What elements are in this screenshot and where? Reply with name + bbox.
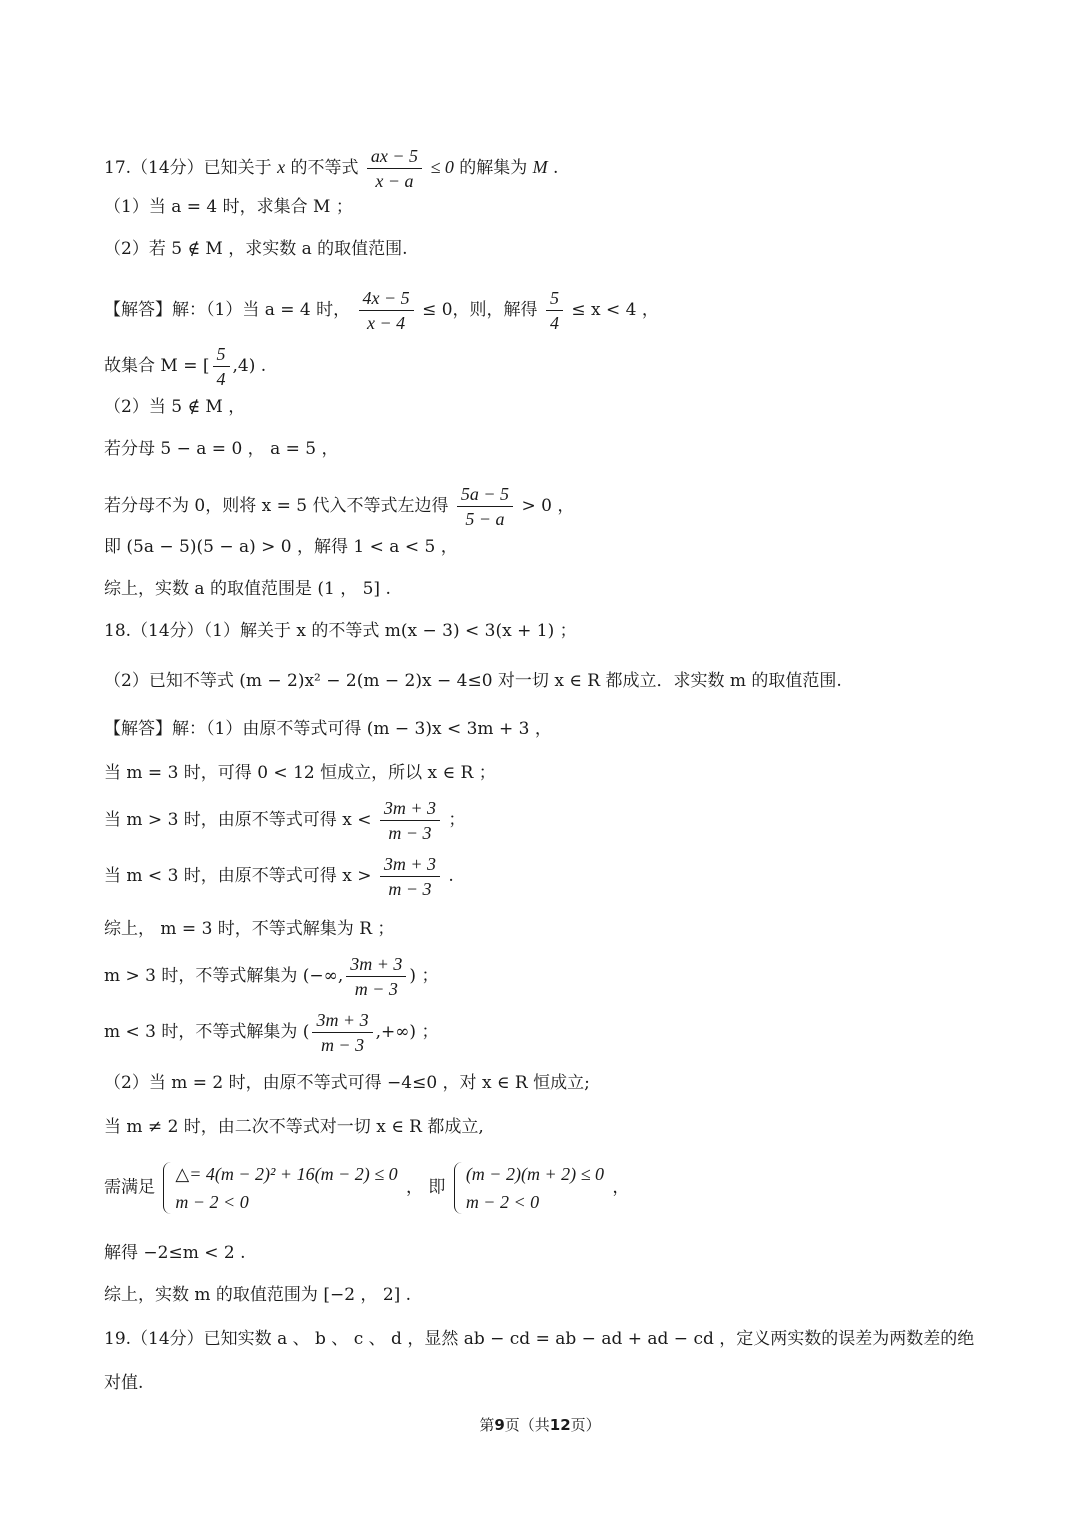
problem-17-answer-7: 综上，实数 a 的取值范围是 (1 ， 5] . [104, 579, 391, 599]
problem-18-q2: （2）已知不等式 (m − 2)x² − 2(m − 2)x − 4≤0 对一切 x ∈ R 都成立．求实数 m 的取值范围. [104, 671, 842, 691]
text: 需满足 [104, 1177, 155, 1198]
text: 当 m < 3 时，由原不等式可得 x > [104, 866, 372, 886]
problem-18-title: 18.（14分）（1）解关于 x 的不等式 m(x − 3) < 3(x + 1) ； [104, 621, 577, 641]
system-row: (m − 2)(m + 2) ≤ 0 [465, 1164, 604, 1184]
problem-18-answer-4 [104, 852, 454, 901]
fraction [359, 286, 414, 335]
text: 的不等式 [290, 158, 359, 178]
problem-18-answer-7 [104, 1008, 438, 1057]
numerator: 4x − 5 [359, 286, 414, 311]
left-brace [163, 1162, 172, 1214]
denominator: 5 − a [465, 509, 505, 529]
text: 的解集为 [459, 158, 528, 178]
fraction [346, 952, 406, 1001]
numerator: 3m + 3 [346, 952, 406, 977]
text: 故集合 M = [ [104, 356, 210, 376]
text: > 0 ， [521, 496, 575, 516]
denominator: x − a [375, 171, 414, 191]
system-row: m − 2 < 0 [465, 1192, 540, 1212]
equation-system [454, 1160, 604, 1216]
text: ) ； [409, 966, 439, 986]
text: m > 3 时，不等式解集为 (−∞, [104, 966, 344, 986]
denominator: x − 4 [367, 313, 406, 333]
problem-18-answer-6 [104, 952, 438, 1001]
denominator: m − 3 [354, 979, 398, 999]
denominator: m − 3 [388, 823, 432, 843]
footer-text: 页） [570, 1416, 601, 1434]
page-footer [0, 1414, 1080, 1435]
denominator: 4 [549, 313, 559, 333]
text: 17.（14分）已知关于 [104, 158, 272, 178]
fraction [380, 796, 440, 845]
problem-19-title-cont: 对值. [104, 1373, 144, 1393]
system-row: m − 2 < 0 [175, 1192, 249, 1212]
math-var: M [532, 157, 548, 177]
numerator: 5 [546, 286, 563, 311]
fraction [213, 342, 230, 391]
system-row: △= 4(m − 2)² + 16(m − 2) ≤ 0 [175, 1164, 398, 1184]
problem-19-title: 19.（14分）已知实数 a 、 b 、 c 、 d ，显然 ab − cd = ab − ad + ad − cd ，定义两实数的误差为两数差的绝 [104, 1329, 975, 1349]
page-total: 12 [549, 1416, 571, 1434]
page-number: 9 [494, 1416, 505, 1434]
problem-18-answer-2: 当 m = 3 时，可得 0 < 12 恒成立，所以 x ∈ R ； [104, 763, 496, 783]
text: ≤ x < 4 ， [571, 300, 659, 320]
footer-text: 页（共 [504, 1416, 550, 1434]
problem-18-answer-1: 【解答】解：（1）由原不等式可得 (m − 3)x < 3m + 3 ， [104, 719, 552, 739]
text: ,4) . [232, 356, 267, 376]
denominator: m − 3 [320, 1035, 365, 1055]
text: m < 3 时，不等式解集为 ( [104, 1022, 310, 1042]
numerator: 3m + 3 [312, 1008, 372, 1033]
fraction [312, 1008, 372, 1057]
text: . [448, 866, 454, 886]
numerator: 3m + 3 [380, 852, 440, 877]
numerator: 5a − 5 [457, 482, 513, 507]
problem-17-title [104, 144, 558, 193]
numerator: 5 [213, 342, 230, 367]
text: ； [448, 810, 466, 830]
problem-18-answer-3 [104, 796, 465, 845]
problem-17-answer-6: 即 (5a − 5)(5 − a) > 0 ，解得 1 < a < 5 ， [104, 537, 458, 557]
problem-17-answer-4: 若分母 5 − a = 0 ， a = 5 ， [104, 439, 339, 459]
text: ≤ 0，则，解得 [422, 300, 538, 320]
text: ， [612, 1177, 630, 1198]
problem-17-answer-5 [104, 482, 574, 531]
problem-18-answer-5: 综上， m = 3 时，不等式解集为 R ； [104, 919, 395, 939]
problem-18-answer-12: 综上，实数 m 的取值范围为 [−2 ， 2] . [104, 1285, 412, 1305]
fraction [457, 482, 513, 531]
problem-17-answer-3: （2）当 5 ∉ M ， [104, 397, 246, 417]
text: 若分母不为 0，则将 x = 5 代入不等式左边得 [104, 496, 449, 516]
fraction [380, 852, 440, 901]
problem-17-q2: （2）若 5 ∉ M ，求实数 a 的取值范围. [104, 239, 408, 259]
denominator: 4 [216, 369, 226, 389]
footer-text: 第 [479, 1416, 495, 1434]
left-brace [454, 1162, 463, 1214]
denominator: m − 3 [388, 879, 432, 899]
text: ,+∞) ； [375, 1022, 439, 1042]
problem-18-answer-10 [104, 1160, 629, 1216]
text: 当 m > 3 时，由原不等式可得 x < [104, 810, 372, 830]
math: ≤ 0 [430, 157, 454, 177]
fraction [367, 144, 422, 193]
problem-17-q1: （1）当 a = 4 时，求集合 M ； [104, 197, 353, 217]
equation-system [163, 1160, 397, 1216]
problem-17-answer-2 [104, 342, 266, 391]
fraction [546, 286, 563, 335]
text: . [553, 158, 559, 178]
problem-18-answer-9: 当 m ≠ 2 时，由二次不等式对一切 x ∈ R 都成立, [104, 1117, 484, 1137]
problem-17-answer-1 [104, 286, 659, 335]
problem-18-answer-11: 解得 −2≤m < 2 . [104, 1243, 246, 1263]
numerator: 3m + 3 [380, 796, 440, 821]
math-var: x [277, 157, 286, 177]
problem-18-answer-8: （2）当 m = 2 时，由原不等式可得 −4≤0 ，对 x ∈ R 恒成立; [104, 1073, 590, 1093]
text: ， 即 [406, 1177, 446, 1198]
text: 【解答】解：（1）当 a = 4 时， [104, 300, 351, 320]
numerator: ax − 5 [367, 144, 422, 169]
